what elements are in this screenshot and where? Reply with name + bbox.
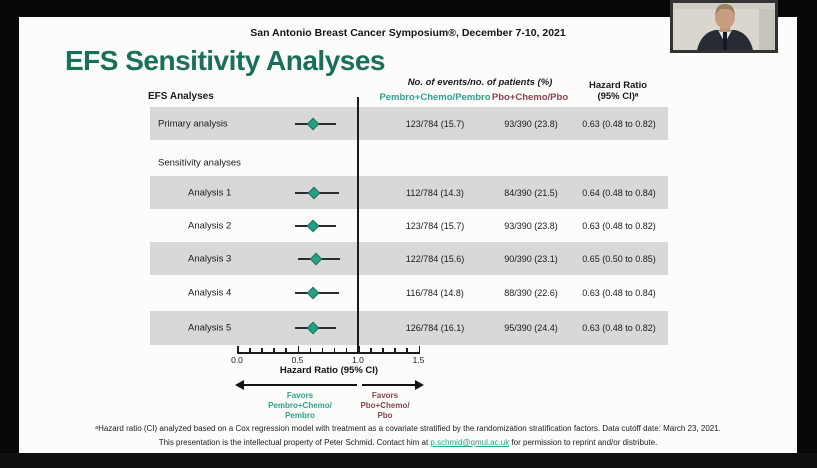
x-axis-minor-tick [273,348,275,352]
slide-title: EFS Sensitivity Analyses [65,45,385,76]
row-label: Analysis 4 [188,287,232,298]
reference-line-hr-1 [357,97,359,352]
footnote-copyright-pre: This presentation is the intellectual property of Peter Schmid. Contact him at [158,438,431,447]
table-row-section [19,151,797,175]
x-axis-title: Hazard Ratio (95% CI) [279,365,379,376]
row-label: Analysis 3 [188,253,232,264]
hazard-ratio-value: 0.64 (0.48 to 0.84) [582,187,656,198]
footnote-copyright [29,438,787,447]
x-axis-major-tick [237,346,239,352]
favors-line: Pbo+Chemo/ [360,401,410,410]
row-label: Analysis 5 [188,322,232,334]
footnote-methods: ᵃHazard ratio (CI) analyzed based on a Cox regression model with treatment as a covariate stratified by the randomization stratification factors. Data cutoff date: March 23, 2021. [95,424,721,433]
hazard-ratio-value: 0.63 (0.48 to 0.82) [582,220,656,231]
column-header-pembro: Pembro+Chemo/Pembro [379,92,491,103]
x-axis-minor-tick [261,348,263,352]
hazard-ratio-value: 0.63 (0.48 to 0.82) [582,118,656,129]
hazard-ratio-marker [307,286,320,299]
row-label: Primary analysis [158,118,228,129]
x-axis-tick-label: 0.5 [291,355,304,365]
pembro-events-value: 123/784 (15.7) [405,118,465,129]
x-axis-minor-tick [406,348,408,352]
x-axis-minor-tick [394,348,396,352]
hazard-ratio-header-line1: Hazard Ratio [588,80,648,91]
favors-line: Favors [286,391,314,400]
x-axis-tick-label: 1.5 [412,355,425,365]
letterbox-bottom-bar [0,453,817,468]
favors-line: Pbo [377,411,393,420]
hazard-ratio-value: 0.63 (0.48 to 0.84) [582,287,656,298]
favors-line: Favors [371,391,399,400]
favors-right-arrow [362,384,415,386]
pembro-events-value: 116/784 (14.8) [406,287,464,298]
pbo-events-value: 90/390 (23.1) [504,253,558,264]
x-axis-major-tick [419,346,421,352]
hazard-ratio-header-line2: (95% CI)ᵃ [597,91,639,102]
pbo-events-value: 84/390 (21.5) [504,187,558,198]
x-axis-line [237,352,420,354]
section-label: Sensitivity analyses [158,157,241,169]
favors-line: Pembro+Chemo/ [268,401,332,410]
favors-line: Pembro [285,411,315,420]
table-row-analysis-3 [19,242,797,275]
x-axis-major-tick [298,346,300,352]
x-axis-minor-tick [334,348,336,352]
x-axis-minor-tick [370,348,372,352]
x-axis-minor-tick [346,348,348,352]
pembro-events-value: 123/784 (15.7) [405,220,465,231]
footnote-copyright-post: for permission to reprint and/or distribute. [509,438,658,447]
hazard-ratio-value: 0.65 (0.50 to 0.85) [582,253,656,264]
conference-header: San Antonio Breast Cancer Symposium®, December 7-10, 2021 [250,27,566,39]
presentation-slide [19,17,797,453]
table-row-analysis-5 [19,311,797,345]
pembro-events-value: 126/784 (16.1) [405,323,465,333]
pbo-events-value: 93/390 (23.8) [504,220,558,231]
pembro-events-value: 122/784 (15.6) [405,253,465,264]
email-link[interactable]: p.schmid@qmul.ac.uk [430,438,510,447]
pbo-events-value: 88/390 (22.6) [504,287,558,298]
x-axis-minor-tick [382,348,384,352]
x-axis-minor-tick [285,348,287,352]
x-axis-minor-tick [310,348,312,352]
pbo-events-value: 93/390 (23.8) [504,118,558,129]
favors-left-arrowhead-icon [235,380,244,390]
presenter-webcam-video[interactable] [670,0,778,53]
table-row-primary-analysis [19,107,797,140]
presenter-silhouette [673,3,775,50]
pbo-events-value: 95/390 (24.4) [504,323,558,333]
table-row-analysis-4 [19,275,797,310]
column-header-pbo: Pbo+Chemo/Pbo [491,92,569,103]
x-axis-tick-label: 0.0 [231,355,243,365]
column-header-efs-analyses: EFS Analyses [148,91,214,102]
x-axis-minor-tick [249,348,251,352]
table-row-analysis-2 [19,209,797,242]
row-label: Analysis 2 [188,220,232,231]
favors-pbo-label [335,391,435,421]
pembro-events-value: 112/784 (14.3) [406,187,464,198]
x-axis-minor-tick [322,348,324,352]
favors-left-arrow [243,384,357,386]
hazard-ratio-value: 0.63 (0.48 to 0.82) [582,323,656,333]
row-label: Analysis 1 [188,187,232,198]
favors-right-arrowhead-icon [415,380,424,390]
x-axis-tick-label: 1.0 [352,355,364,365]
table-row-analysis-1 [19,176,797,209]
column-header-hazard-ratio [558,80,678,102]
hazard-ratio-marker [307,219,320,232]
column-group-header-events: No. of events/no. of patients (%) [407,77,553,88]
